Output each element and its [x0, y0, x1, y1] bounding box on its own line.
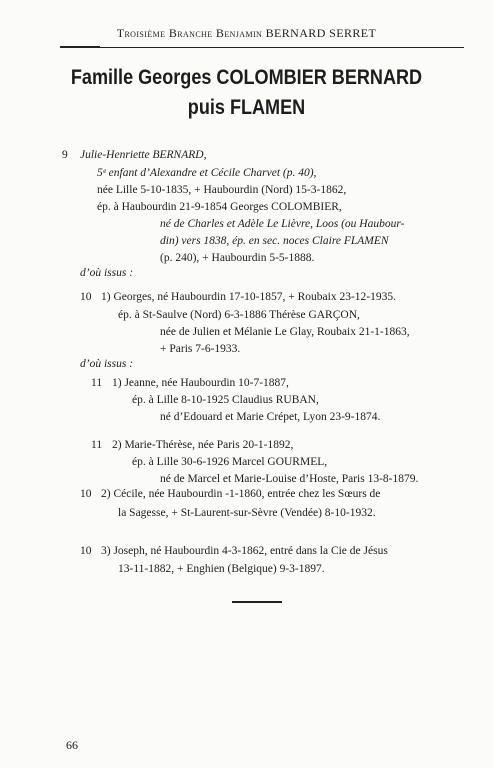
child-line: 13-11-1882, + Enghien (Belgique) 9-3-1897.: [118, 563, 325, 575]
grandchild-line: né de Marcel et Marie-Louise d’Hoste, Paris 13-8-1879.: [160, 473, 419, 485]
child-line: 1) Georges, né Haubourdin 17-10-1857, + Roubaix 23-12-1935.: [101, 291, 397, 303]
generation-number: 10: [80, 488, 92, 500]
page-number: 66: [66, 738, 78, 752]
child-line: la Sagesse, + St-Laurent-sur-Sèvre (Vendée) 8-10-1932.: [118, 507, 376, 519]
generation-number: 11: [91, 377, 103, 389]
child-line: + Paris 7-6-1933.: [160, 343, 241, 355]
entry-name: Julie-Henriette BERNARD,: [80, 149, 207, 161]
entry-line: din) vers 1838, ép. en sec. noces Claire FLAMEN: [160, 235, 389, 247]
header-rule: [60, 47, 464, 48]
issus-label: d’où issus :: [80, 267, 134, 279]
generation-number: 10: [80, 291, 92, 303]
grandchild-line: ép. à Lille 30-6-1926 Marcel GOURMEL,: [132, 456, 328, 468]
entry-line: né de Charles et Adèle Le Lièvre, Loos (ou Haubour-: [160, 218, 405, 230]
header-rule-dash: [60, 46, 100, 48]
grandchild-line: 1) Jeanne, née Haubourdin 10-7-1887,: [112, 377, 289, 389]
entry-line: ép. à Haubourdin 21-9-1854 Georges COLOMBIER,: [97, 201, 342, 213]
generation-number: 9: [62, 149, 68, 161]
grandchild-line: 2) Marie-Thérèse, née Paris 20-1-1892,: [112, 439, 294, 451]
child-line: née de Julien et Mélanie Le Glay, Roubaix 21-1-1863,: [160, 326, 410, 338]
entry-line: 5ᵉ enfant d’Alexandre et Cécile Charvet (p. 40),: [97, 167, 317, 179]
grandchild-line: né d’Edouard et Marie Crépet, Lyon 23-9-1874.: [160, 411, 381, 423]
issus-label: d’où issus :: [80, 358, 134, 370]
section-end-rule: [232, 601, 282, 603]
running-head-branch: Troisième Branche Benjamin: [116, 26, 263, 40]
running-head-name: BERNARD SERRET: [265, 26, 377, 40]
entry-line: (p. 240), + Haubourdin 5-5-1888.: [160, 252, 315, 264]
child-line: 3) Joseph, né Haubourdin 4-3-1862, entré dans la Cie de Jésus: [101, 545, 388, 557]
page-title-line-2: puis FLAMEN: [187, 96, 306, 119]
entry-line: née Lille 5-10-1835, + Haubourdin (Nord) 15-3-1862,: [97, 184, 347, 196]
child-line: 2) Cécile, née Haubourdin -1-1860, entrée chez les Sœurs de: [101, 488, 381, 500]
grandchild-line: ép. à Lille 8-10-1925 Claudius RUBAN,: [132, 394, 319, 406]
generation-number: 10: [80, 545, 92, 557]
generation-number: 11: [91, 439, 103, 451]
page-title-line-1: Famille Georges COLOMBIER BERNARD: [70, 66, 423, 89]
child-line: ép. à St-Saulve (Nord) 6-3-1886 Thérèse GARÇON,: [118, 309, 360, 321]
running-head: [0, 26, 493, 41]
